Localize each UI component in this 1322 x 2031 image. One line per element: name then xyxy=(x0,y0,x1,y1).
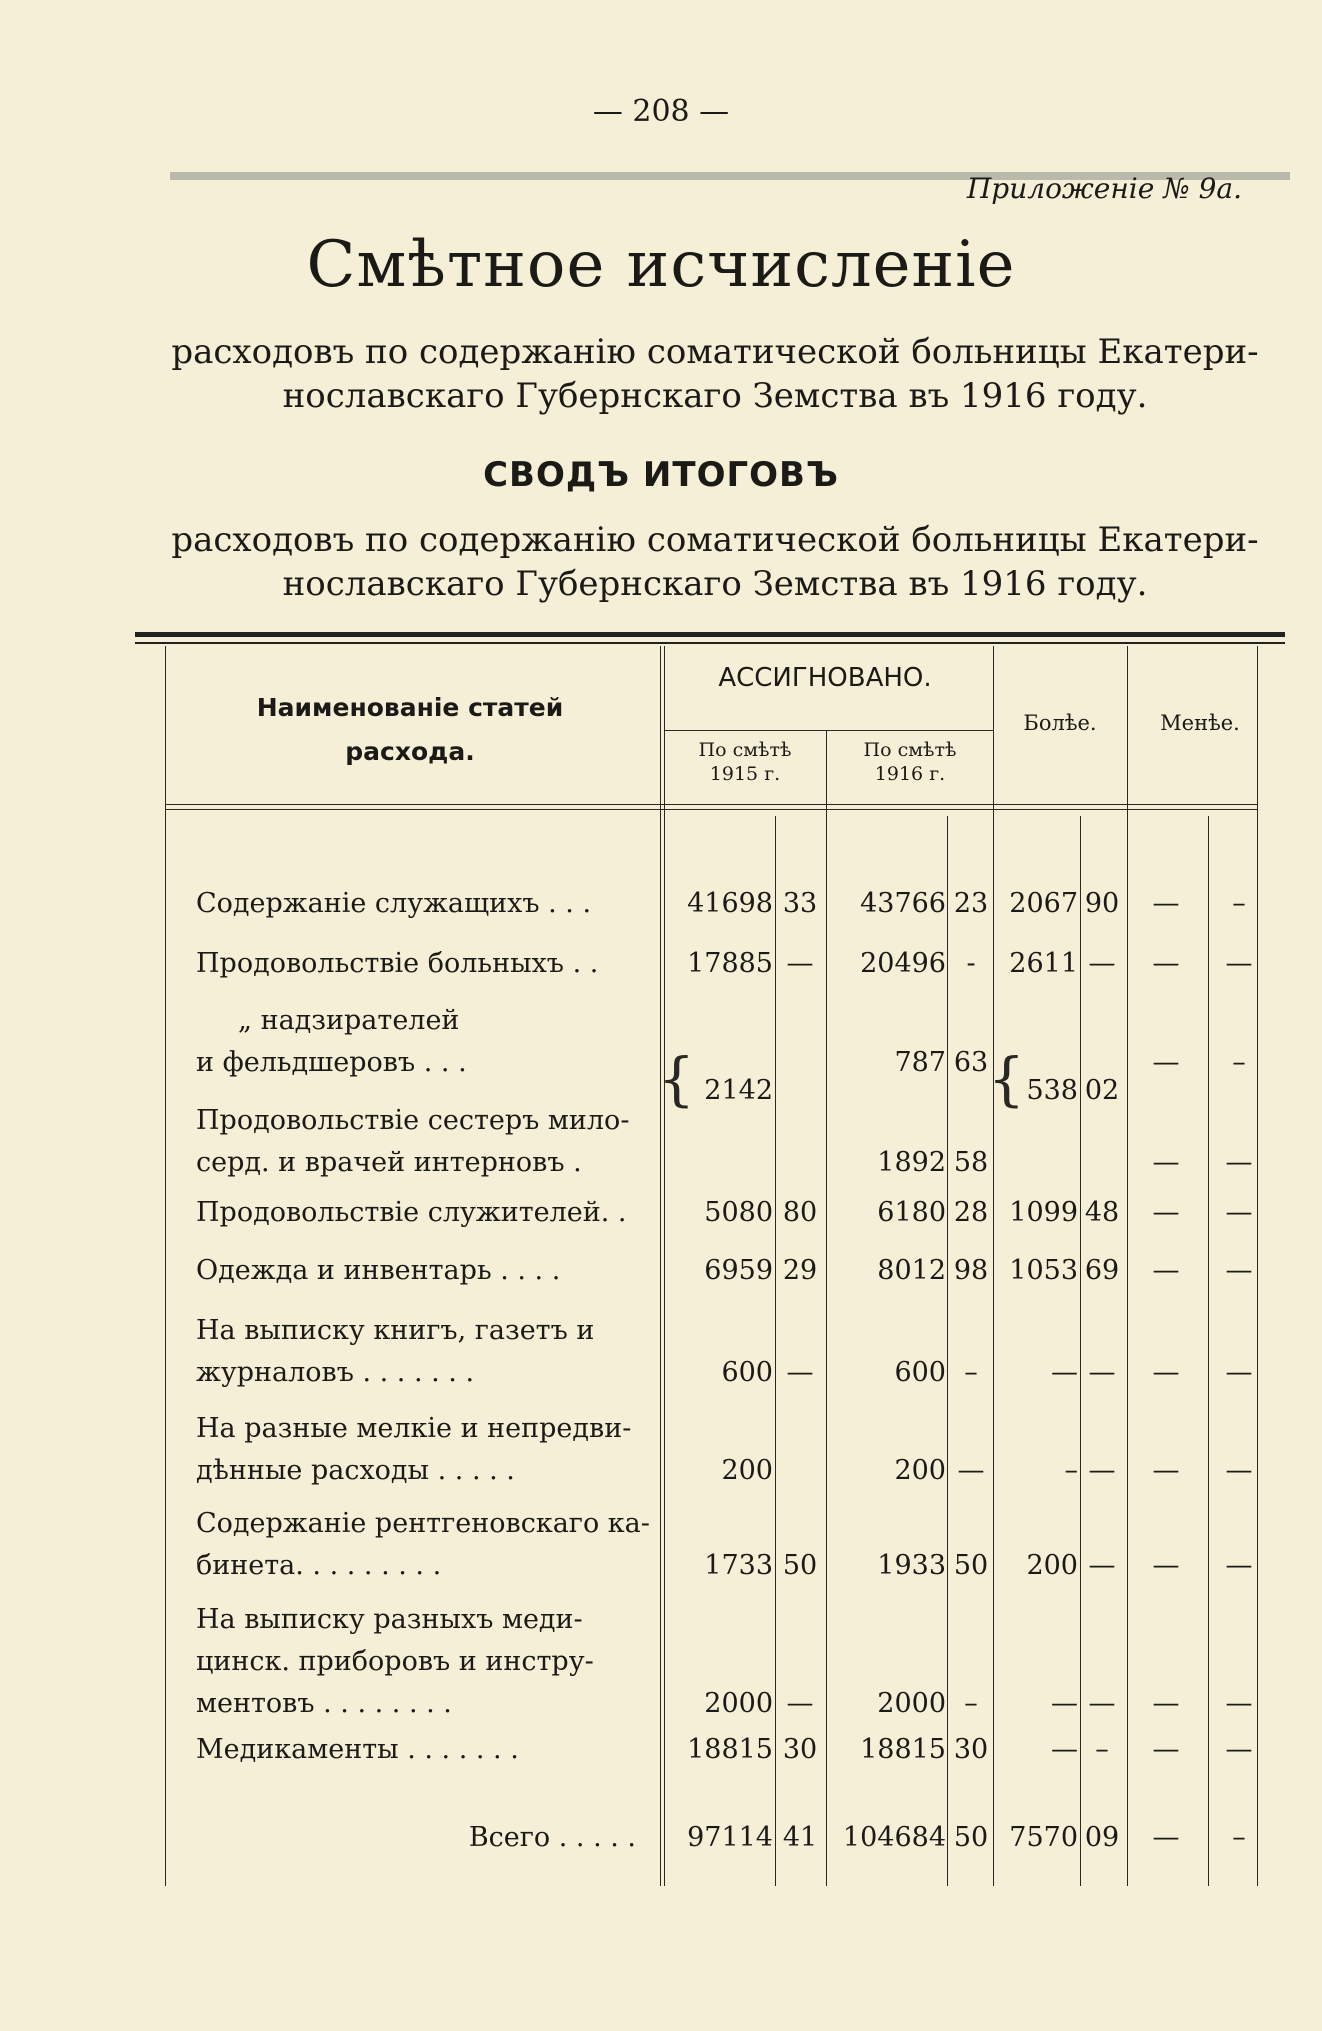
cell-kopecks-1916: – xyxy=(964,1357,978,1388)
subtitle-line: нославскаго Губернскаго Земства въ 1916 году. xyxy=(282,376,1148,416)
cell-kopecks-less: – xyxy=(1232,1822,1246,1853)
cell-kopecks-1916: 28 xyxy=(953,1197,989,1228)
cell-kopecks-less: – xyxy=(1232,1047,1246,1078)
grid-line xyxy=(165,646,166,1886)
cell-rubles-1916: 6180 xyxy=(877,1197,946,1228)
cell-rubles-more: — xyxy=(1051,1357,1078,1388)
cell-rubles-less: — xyxy=(1152,1147,1180,1178)
cell-kopecks-1916: 63 xyxy=(953,1047,989,1078)
header-1916-line: По смѣтѣ xyxy=(863,739,957,761)
header-name-line: Наименованіе статей xyxy=(256,693,564,722)
cell-kopecks-less: — xyxy=(1225,1688,1253,1719)
grid-line xyxy=(660,646,661,1886)
cell-rubles-1915: 6959 xyxy=(704,1255,773,1286)
cell-kopecks-less: — xyxy=(1225,948,1253,979)
cell-rubles-1915: 1733 xyxy=(704,1550,773,1581)
header-1916 xyxy=(830,738,990,786)
grid-line xyxy=(947,816,948,1886)
cell-kopecks-less: — xyxy=(1225,1357,1253,1388)
subtitle xyxy=(160,330,1270,418)
cell-rubles-1916: 20496 xyxy=(860,948,946,979)
cell-rubles-more: — xyxy=(1051,1688,1078,1719)
cell-rubles-less: — xyxy=(1152,1047,1180,1078)
cell-rubles-1916: 18815 xyxy=(860,1734,946,1765)
cell-kopecks-1915: — xyxy=(786,1688,814,1719)
row-label: „ надзирателей и фельдшеровъ . . . xyxy=(196,1005,467,1078)
header-1916-line: 1916 г. xyxy=(874,763,946,785)
cell-kopecks-less: — xyxy=(1225,1455,1253,1486)
cell-kopecks-1916: — xyxy=(957,1455,985,1486)
cell-kopecks-1915: — xyxy=(786,1357,814,1388)
header-more: Болѣе. xyxy=(1023,711,1097,735)
grid-line xyxy=(165,804,1257,805)
merged-rubles-1915: 2142 xyxy=(704,1075,773,1106)
row-label: Медикаменты . . . . . . . xyxy=(196,1734,519,1765)
header-1915-line: 1915 г. xyxy=(709,763,781,785)
cell-rubles-less: — xyxy=(1152,1455,1180,1486)
cell-kopecks-1915: 30 xyxy=(782,1734,818,1765)
cell-kopecks-more: — xyxy=(1088,1688,1116,1719)
grid-line xyxy=(1080,816,1081,1886)
cell-rubles-more: — xyxy=(1051,1734,1078,1765)
cell-rubles-1916: 1892 xyxy=(877,1147,946,1178)
cell-rubles-1915: 97114 xyxy=(687,1822,773,1853)
cell-rubles-1916: 200 xyxy=(894,1455,946,1486)
cell-rubles-less: — xyxy=(1152,1550,1180,1581)
row-label: Одежда и инвентарь . . . . xyxy=(196,1255,561,1286)
grid-line xyxy=(775,816,776,1886)
row-label: Содержаніе рентгеновскаго ка- бинета. . . . . . . . . xyxy=(196,1508,650,1581)
cell-kopecks-more: — xyxy=(1088,948,1116,979)
cell-rubles-more: 2611 xyxy=(1009,948,1078,979)
cell-kopecks-1916: 30 xyxy=(953,1734,989,1765)
row-label: Содержаніе служащихъ . . . xyxy=(196,888,592,919)
subtitle-line: нославскаго Губернскаго Земства въ 1916 году. xyxy=(282,564,1148,604)
header-1915-line: По смѣтѣ xyxy=(698,739,792,761)
cell-kopecks-1915: 80 xyxy=(782,1197,818,1228)
header-assigned: АССИГНОВАНО. xyxy=(718,663,932,693)
row-label: На выписку книгъ, газетъ и журналовъ . . . . . . . xyxy=(196,1315,595,1388)
cell-kopecks-1916: 50 xyxy=(953,1822,989,1853)
cell-kopecks-more: — xyxy=(1088,1550,1116,1581)
header-name-line: расхода. xyxy=(345,737,475,766)
merged-rubles-more: 538 xyxy=(1026,1075,1078,1106)
cell-kopecks-1916: 58 xyxy=(953,1147,989,1178)
subtitle-line: расходовъ по содержанію соматической больницы Екатери- xyxy=(171,332,1259,372)
cell-kopecks-more: 48 xyxy=(1084,1197,1120,1228)
cell-rubles-more: 1053 xyxy=(1009,1255,1078,1286)
cell-kopecks-more: 90 xyxy=(1084,888,1120,919)
header-name xyxy=(170,686,650,774)
cell-rubles-less: — xyxy=(1152,1357,1180,1388)
cell-rubles-1916: 1933 xyxy=(877,1550,946,1581)
subtitle-second xyxy=(160,518,1270,606)
row-label: Продовольствіе служителей. . xyxy=(196,1197,627,1228)
cell-kopecks-1916: 50 xyxy=(953,1550,989,1581)
cell-kopecks-1915: 29 xyxy=(782,1255,818,1286)
table-top-rule xyxy=(135,632,1285,637)
cell-kopecks-1916: 98 xyxy=(953,1255,989,1286)
cell-kopecks-less: — xyxy=(1225,1197,1253,1228)
cell-kopecks-less: — xyxy=(1225,1734,1253,1765)
cell-rubles-less: — xyxy=(1152,1255,1180,1286)
page-title: Смѣтное исчисленіе xyxy=(306,228,1016,302)
cell-kopecks-more: — xyxy=(1088,1455,1116,1486)
cell-rubles-1915: 200 xyxy=(721,1455,773,1486)
cell-rubles-1916: 104684 xyxy=(842,1822,946,1853)
cell-rubles-more: 2067 xyxy=(1009,888,1078,919)
grid-line xyxy=(1208,816,1209,1886)
brace-more: { xyxy=(988,1045,1025,1113)
cell-kopecks-1916: - xyxy=(966,948,976,979)
row-label: Всего . . . . . xyxy=(468,1822,636,1853)
cell-rubles-less: — xyxy=(1152,1197,1180,1228)
cell-rubles-1916: 43766 xyxy=(860,888,946,919)
subtitle-line: расходовъ по содержанію соматической больницы Екатери- xyxy=(171,520,1259,560)
table-top-rule-thin xyxy=(135,642,1285,644)
cell-kopecks-less: — xyxy=(1225,1550,1253,1581)
cell-kopecks-more: 69 xyxy=(1084,1255,1120,1286)
cell-kopecks-1915: 50 xyxy=(782,1550,818,1581)
cell-rubles-1915: 2000 xyxy=(704,1688,773,1719)
cell-rubles-less: — xyxy=(1152,888,1180,919)
cell-kopecks-1915: — xyxy=(786,948,814,979)
appendix-label: Приложеніе № 9а. xyxy=(966,172,1242,205)
row-label: На выписку разныхъ меди- цинск. приборовъ и инстру- ментовъ . . . . . . . . xyxy=(196,1604,594,1719)
cell-rubles-more: 7570 xyxy=(1009,1822,1078,1853)
grid-line xyxy=(165,809,1257,810)
cell-rubles-more: 1099 xyxy=(1009,1197,1078,1228)
cell-rubles-1915: 600 xyxy=(721,1357,773,1388)
cell-rubles-1916: 8012 xyxy=(877,1255,946,1286)
cell-kopecks-1916: – xyxy=(964,1688,978,1719)
header-1915 xyxy=(665,738,825,786)
grid-line xyxy=(664,730,993,731)
cell-rubles-less: — xyxy=(1152,1734,1180,1765)
cell-rubles-1915: 41698 xyxy=(687,888,773,919)
cell-rubles-less: — xyxy=(1152,1688,1180,1719)
cell-kopecks-more: — xyxy=(1088,1357,1116,1388)
cell-kopecks-less: – xyxy=(1232,888,1246,919)
cell-kopecks-less: — xyxy=(1225,1255,1253,1286)
brace-1915: { xyxy=(658,1045,695,1113)
row-label: На разные мелкіе и непредви- дѣнные расходы . . . . . xyxy=(196,1413,632,1486)
cell-kopecks-less: — xyxy=(1225,1147,1253,1178)
cell-rubles-less: — xyxy=(1152,1822,1180,1853)
cell-rubles-1915: 18815 xyxy=(687,1734,773,1765)
page-number: — 208 — xyxy=(592,94,730,129)
summary-title: СВОДЪ ИТОГОВЪ xyxy=(483,455,839,495)
row-label: Продовольствіе сестеръ мило- серд. и врачей интерновъ . xyxy=(196,1105,630,1178)
header-less: Менѣе. xyxy=(1160,711,1240,735)
cell-kopecks-1915: 33 xyxy=(782,888,818,919)
grid-line xyxy=(826,730,827,1886)
merged-kopecks-more: 02 xyxy=(1084,1075,1120,1106)
cell-rubles-1915: 5080 xyxy=(704,1197,773,1228)
cell-kopecks-more: – xyxy=(1095,1734,1109,1765)
cell-rubles-less: — xyxy=(1152,948,1180,979)
cell-kopecks-1916: 23 xyxy=(953,888,989,919)
row-label: Продовольствіе больныхъ . . xyxy=(196,948,599,979)
cell-rubles-more: – xyxy=(1064,1455,1078,1486)
cell-rubles-more: 200 xyxy=(1026,1550,1078,1581)
cell-rubles-1916: 600 xyxy=(894,1357,946,1388)
cell-rubles-1916: 787 xyxy=(894,1047,946,1078)
cell-rubles-1916: 2000 xyxy=(877,1688,946,1719)
cell-rubles-1915: 17885 xyxy=(687,948,773,979)
grid-line xyxy=(993,646,994,1886)
cell-kopecks-1915: 41 xyxy=(782,1822,818,1853)
cell-kopecks-more: 09 xyxy=(1084,1822,1120,1853)
